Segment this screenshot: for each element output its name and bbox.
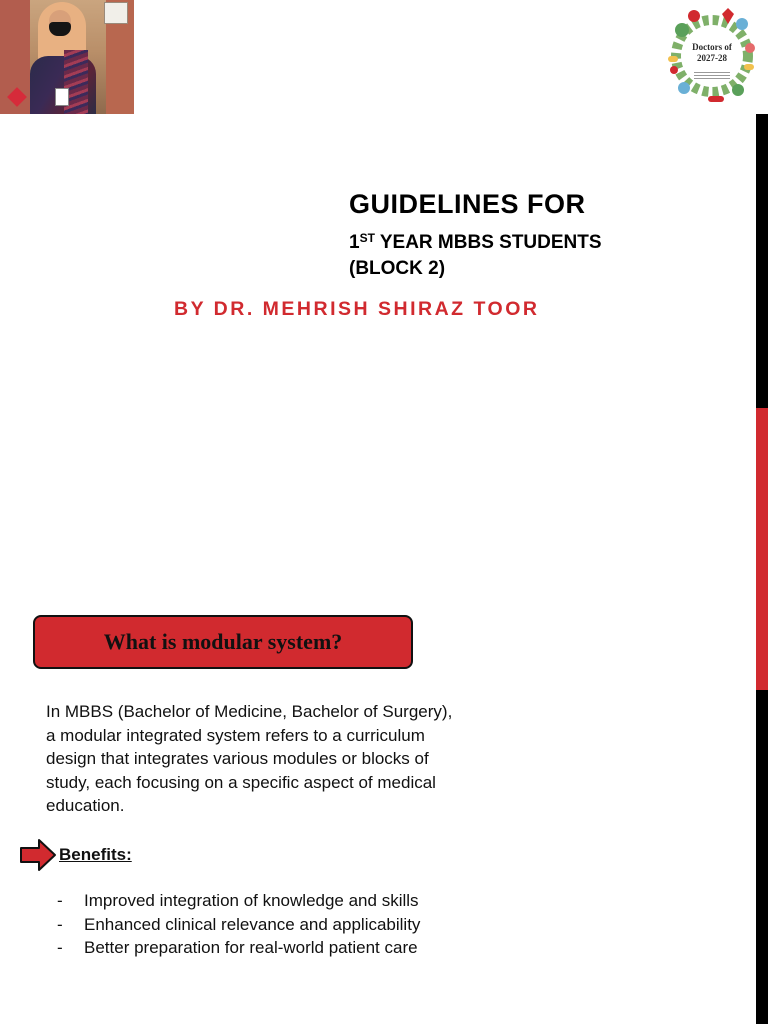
list-item: - Enhanced clinical relevance and applicability — [57, 914, 421, 934]
side-accent-red — [756, 408, 768, 690]
title-block: (BLOCK 2) — [349, 258, 446, 279]
list-item: - Better preparation for real-world patient care — [57, 938, 418, 957]
section-heading: What is modular system? — [103, 629, 343, 654]
title-line-2 — [349, 225, 602, 282]
logo-text-line1: Doctors of — [692, 42, 732, 52]
title-year-number: 1 — [349, 232, 360, 253]
benefit-text: Better preparation for real-world patient care — [84, 938, 418, 957]
logo-fine-print — [694, 70, 730, 82]
author-line: BY DR. MEHRISH SHIRAZ TOOR — [174, 298, 540, 320]
benefits-title: Benefits: — [59, 845, 132, 864]
logo-text-line2: 2027-28 — [697, 53, 727, 63]
logo-text — [680, 42, 744, 64]
title-year-rest: YEAR MBBS STUDENTS — [374, 232, 602, 253]
side-accent-black — [756, 114, 768, 408]
list-item: - Improved integration of knowledge and skills — [57, 891, 419, 910]
intro-paragraph: In MBBS (Bachelor of Medicine, Bachelor of Surgery), a modular integrated system refers to a curriculum design that integrates various modules or blocks of study, each focusing on a specific aspect of medical education. — [46, 702, 453, 816]
author-photo — [0, 0, 134, 114]
arrow-right-icon — [19, 838, 57, 872]
batch-logo — [654, 0, 768, 112]
benefits-list — [57, 890, 437, 961]
benefit-text: Enhanced clinical relevance and applicability — [84, 914, 421, 934]
side-accent-black-lower — [756, 690, 768, 1024]
section-heading-box — [33, 615, 413, 669]
benefit-text: Improved integration of knowledge and skills — [84, 891, 419, 910]
title-year-suffix: ST — [359, 231, 375, 245]
title-line-1: GUIDELINES FOR — [349, 189, 586, 219]
